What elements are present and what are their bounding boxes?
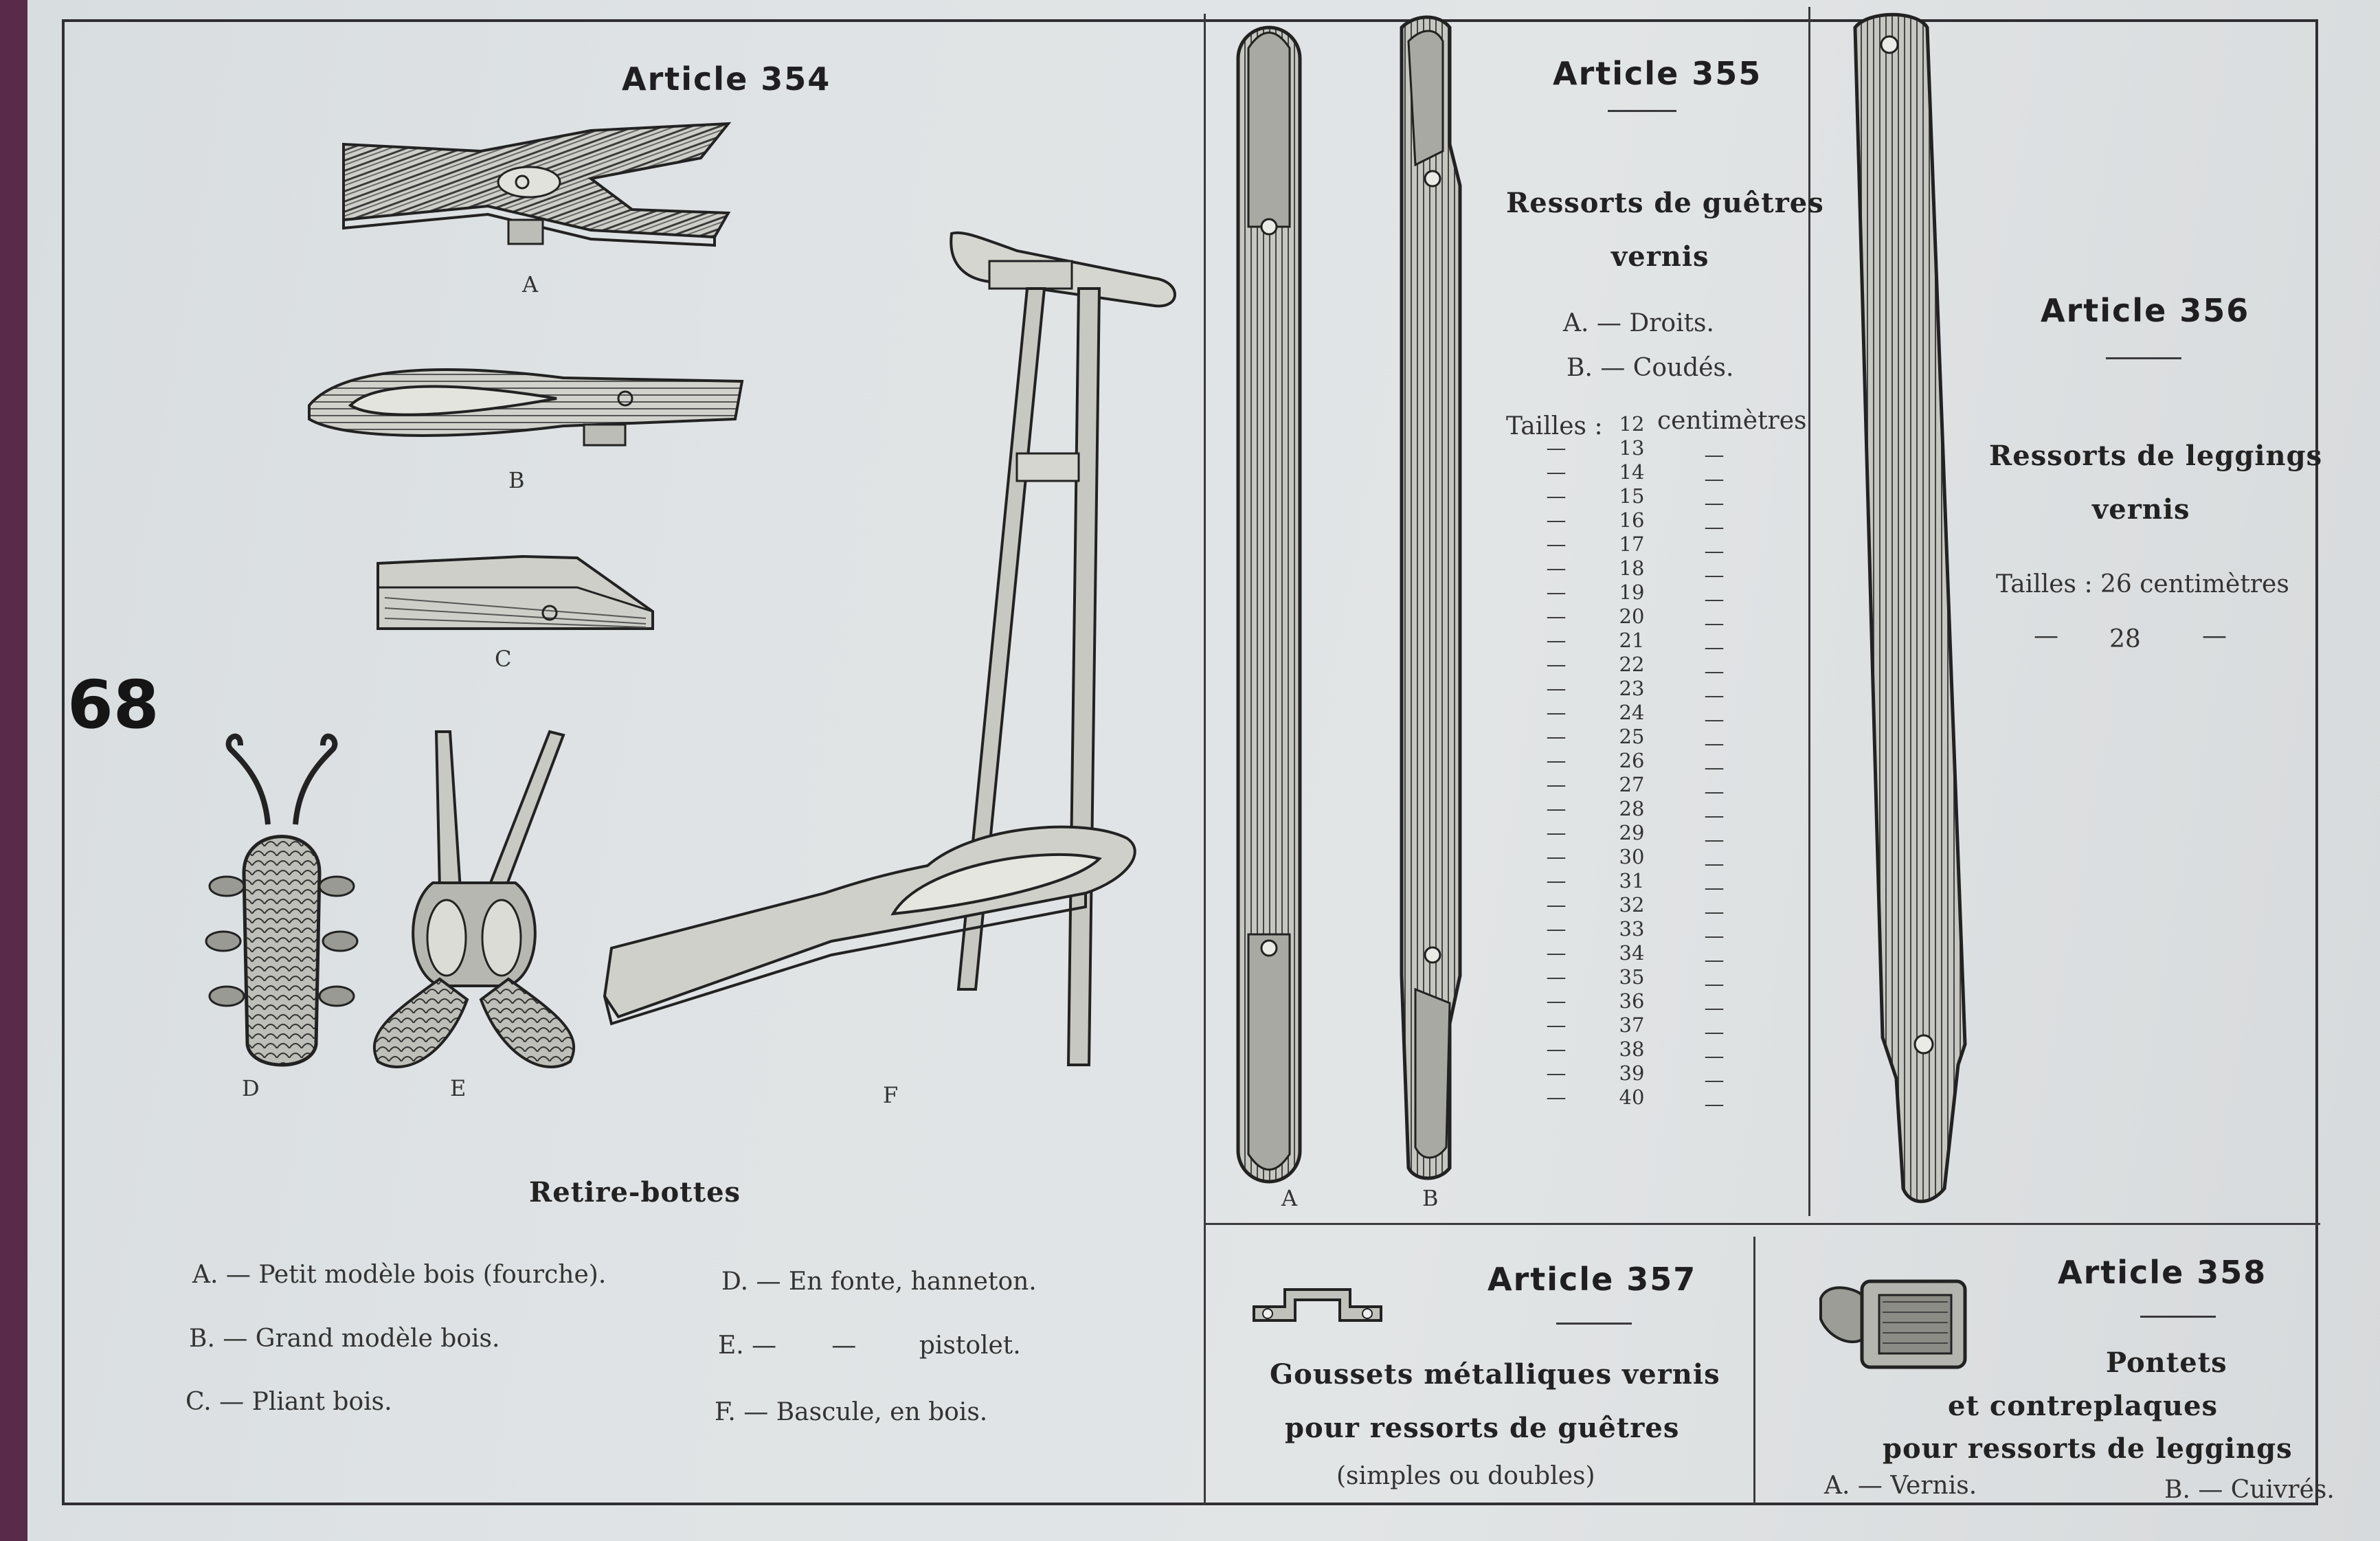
legend-a: A. — Petit modèle bois (fourche). bbox=[192, 1261, 607, 1289]
size-dash-left: — bbox=[1546, 989, 1567, 1013]
size-dash-right: — bbox=[1704, 563, 1725, 587]
spring-a-illustration bbox=[1231, 21, 1307, 1189]
fig-label-e: E bbox=[450, 1075, 467, 1101]
size-value: 26 bbox=[1619, 749, 1645, 772]
fig-label-b: B bbox=[508, 467, 525, 493]
size-value: 34 bbox=[1619, 941, 1645, 965]
size-dash-left: — bbox=[1546, 869, 1567, 892]
fig-label-355-b: B bbox=[1422, 1185, 1439, 1211]
spring-b-illustration bbox=[1391, 14, 1474, 1182]
sizes-value-column bbox=[1608, 412, 1656, 1110]
article-356-size-dash-2: — bbox=[2202, 622, 2227, 650]
size-dash-left: — bbox=[1546, 845, 1567, 868]
article-357-rule bbox=[1556, 1323, 1632, 1325]
article-355-option-a: A. — Droits. bbox=[1563, 309, 1714, 337]
size-value: 14 bbox=[1619, 460, 1645, 484]
fig-label-355-a: A bbox=[1281, 1185, 1298, 1211]
legend-d: D. — En fonte, hanneton. bbox=[721, 1268, 1037, 1296]
size-value: 25 bbox=[1619, 725, 1645, 748]
article-356-size-28: 28 bbox=[2109, 625, 2141, 653]
bootjack-f-illustration bbox=[605, 227, 1195, 1072]
article-358-heading-1: Pontets bbox=[2106, 1347, 2227, 1379]
article-355-title: Article 355 bbox=[1553, 55, 1762, 92]
size-dash-right: — bbox=[1704, 587, 1725, 611]
size-dash-left: — bbox=[1546, 1013, 1567, 1037]
size-value: 33 bbox=[1619, 917, 1645, 941]
size-dash-left: — bbox=[1546, 1086, 1567, 1109]
size-value: 19 bbox=[1619, 581, 1645, 604]
size-dash-right: — bbox=[1704, 635, 1725, 659]
size-value: 22 bbox=[1619, 653, 1645, 676]
article-356-rule bbox=[2106, 357, 2181, 359]
size-dash-left: — bbox=[1546, 965, 1567, 989]
article-358-title: Article 358 bbox=[2058, 1254, 2267, 1291]
size-dash-right: — bbox=[1704, 780, 1725, 803]
size-value: 31 bbox=[1619, 869, 1645, 892]
size-dash-left: — bbox=[1546, 821, 1567, 844]
size-dash-left: — bbox=[1546, 653, 1567, 676]
size-dash-left: — bbox=[1546, 605, 1567, 628]
size-dash-left: — bbox=[1546, 725, 1567, 748]
article-358-heading-3: pour ressorts de leggings bbox=[1883, 1432, 2293, 1465]
size-value: 29 bbox=[1619, 821, 1645, 844]
size-value: 16 bbox=[1619, 508, 1645, 532]
size-dash-left: — bbox=[1546, 893, 1567, 916]
article-355-rule bbox=[1608, 110, 1676, 112]
size-dash-right: — bbox=[1704, 539, 1725, 563]
size-dash-left: — bbox=[1546, 941, 1567, 965]
size-dash-left: — bbox=[1546, 773, 1567, 796]
divider-354-355 bbox=[1204, 14, 1206, 1505]
article-354-title: Article 354 bbox=[622, 60, 831, 98]
size-dash-left: — bbox=[1546, 508, 1567, 532]
legend-e: E. — — pistolet. bbox=[718, 1331, 1021, 1360]
fig-label-c: C bbox=[495, 646, 512, 672]
size-value: 38 bbox=[1619, 1037, 1645, 1061]
divider-357-358 bbox=[1753, 1237, 1755, 1505]
size-value: 40 bbox=[1619, 1086, 1645, 1109]
divider-bottom-row bbox=[1204, 1223, 2320, 1225]
article-357-heading-2: pour ressorts de guêtres bbox=[1285, 1412, 1680, 1444]
size-dash-right: — bbox=[1704, 876, 1725, 899]
size-dash-right: — bbox=[1704, 900, 1725, 923]
article-356-heading-1: Ressorts de leggings bbox=[1989, 440, 2323, 472]
article-355-heading-2: vernis bbox=[1611, 240, 1709, 273]
article-358-rule bbox=[2140, 1316, 2216, 1318]
legend-f: F. — Bascule, en bois. bbox=[715, 1398, 988, 1426]
size-dash-right: — bbox=[1704, 660, 1725, 683]
size-dash-right: — bbox=[1704, 443, 1725, 466]
size-dash-left: — bbox=[1546, 581, 1567, 604]
article-354-heading: Retire-bottes bbox=[529, 1176, 741, 1208]
legging-spring-illustration bbox=[1841, 7, 1979, 1202]
page-number: 68 bbox=[67, 666, 159, 743]
fig-label-d: D bbox=[242, 1075, 260, 1101]
size-value: 20 bbox=[1619, 605, 1645, 628]
size-dash-left: — bbox=[1546, 484, 1567, 508]
article-356-sizes-1: Tailles : 26 centimètres bbox=[1996, 570, 2289, 598]
size-dash-left: — bbox=[1546, 460, 1567, 484]
size-dash-left: — bbox=[1546, 749, 1567, 772]
size-value: 27 bbox=[1619, 773, 1645, 796]
size-dash-right: — bbox=[1704, 1044, 1725, 1068]
sizes-dash-column-right bbox=[1700, 443, 1728, 1116]
size-dash-left: — bbox=[1546, 556, 1567, 580]
article-358-option-b: B. — Cuivrés. bbox=[2164, 1476, 2335, 1504]
article-355-sizes-label: Tailles : bbox=[1506, 412, 1603, 440]
size-dash-right: — bbox=[1704, 1092, 1725, 1116]
size-value: 15 bbox=[1619, 484, 1645, 508]
size-dash-left: — bbox=[1546, 629, 1567, 652]
article-357-note: (simples ou doubles) bbox=[1336, 1462, 1595, 1490]
size-dash-left: — bbox=[1546, 1037, 1567, 1061]
article-358-option-a: A. — Vernis. bbox=[1824, 1472, 1977, 1500]
size-dash-right: — bbox=[1704, 732, 1725, 755]
size-value: 12 bbox=[1619, 412, 1645, 436]
article-355-sizes-unit: centimètres bbox=[1657, 407, 1807, 435]
size-dash-right: — bbox=[1704, 515, 1725, 539]
size-dash-right: — bbox=[1704, 972, 1725, 996]
size-dash-right: — bbox=[1704, 828, 1725, 851]
size-dash-right: — bbox=[1704, 467, 1725, 491]
size-dash-left: — bbox=[1546, 1061, 1567, 1085]
size-dash-right: — bbox=[1704, 852, 1725, 875]
article-355-option-b: B. — Coudés. bbox=[1567, 354, 1734, 382]
size-dash-left: — bbox=[1546, 532, 1567, 556]
bootjack-d-illustration bbox=[203, 721, 361, 1079]
legend-b: B. — Grand modèle bois. bbox=[189, 1325, 500, 1353]
article-356-size-dash-1: — bbox=[2034, 622, 2058, 650]
gusset-illustration bbox=[1247, 1279, 1384, 1327]
bootjack-e-illustration bbox=[364, 725, 584, 1075]
catalog-page bbox=[27, 0, 2380, 1541]
size-dash-right: — bbox=[1704, 684, 1725, 707]
article-357-title: Article 357 bbox=[1488, 1261, 1697, 1298]
article-358-heading-2: et contreplaques bbox=[1948, 1390, 2219, 1422]
size-value: 28 bbox=[1619, 797, 1645, 820]
fig-label-f: F bbox=[883, 1082, 899, 1108]
size-value: 30 bbox=[1619, 845, 1645, 868]
size-value: 32 bbox=[1619, 893, 1645, 916]
size-dash-right: — bbox=[1704, 1020, 1725, 1044]
size-dash-left: — bbox=[1546, 436, 1567, 460]
size-value: 35 bbox=[1619, 965, 1645, 989]
sizes-dash-column-left bbox=[1542, 436, 1570, 1110]
size-value: 24 bbox=[1619, 701, 1645, 724]
size-dash-right: — bbox=[1704, 611, 1725, 635]
size-dash-left: — bbox=[1546, 797, 1567, 820]
size-dash-right: — bbox=[1704, 948, 1725, 971]
size-dash-right: — bbox=[1704, 756, 1725, 779]
size-dash-left: — bbox=[1546, 677, 1567, 700]
article-356-heading-2: vernis bbox=[2092, 493, 2190, 526]
size-dash-right: — bbox=[1704, 804, 1725, 827]
size-value: 36 bbox=[1619, 989, 1645, 1013]
size-value: 23 bbox=[1619, 677, 1645, 700]
size-value: 37 bbox=[1619, 1013, 1645, 1037]
size-value: 39 bbox=[1619, 1061, 1645, 1085]
size-value: 18 bbox=[1619, 556, 1645, 580]
size-dash-left: — bbox=[1546, 917, 1567, 941]
size-value: 21 bbox=[1619, 629, 1645, 652]
size-dash-right: — bbox=[1704, 491, 1725, 515]
legend-c: C. — Pliant bois. bbox=[186, 1388, 392, 1416]
size-dash-right: — bbox=[1704, 996, 1725, 1020]
size-dash-right: — bbox=[1704, 708, 1725, 731]
fig-label-a: A bbox=[522, 271, 539, 297]
size-dash-right: — bbox=[1704, 924, 1725, 947]
size-dash-right: — bbox=[1704, 1068, 1725, 1092]
article-357-heading-1: Goussets métalliques vernis bbox=[1270, 1358, 1720, 1391]
article-356-title: Article 356 bbox=[2041, 292, 2250, 329]
plate-illustration bbox=[1814, 1271, 1972, 1374]
size-dash-left: — bbox=[1546, 701, 1567, 724]
size-value: 13 bbox=[1619, 436, 1645, 460]
article-355-heading-1: Ressorts de guêtres bbox=[1506, 187, 1824, 219]
size-value: 17 bbox=[1619, 532, 1645, 556]
